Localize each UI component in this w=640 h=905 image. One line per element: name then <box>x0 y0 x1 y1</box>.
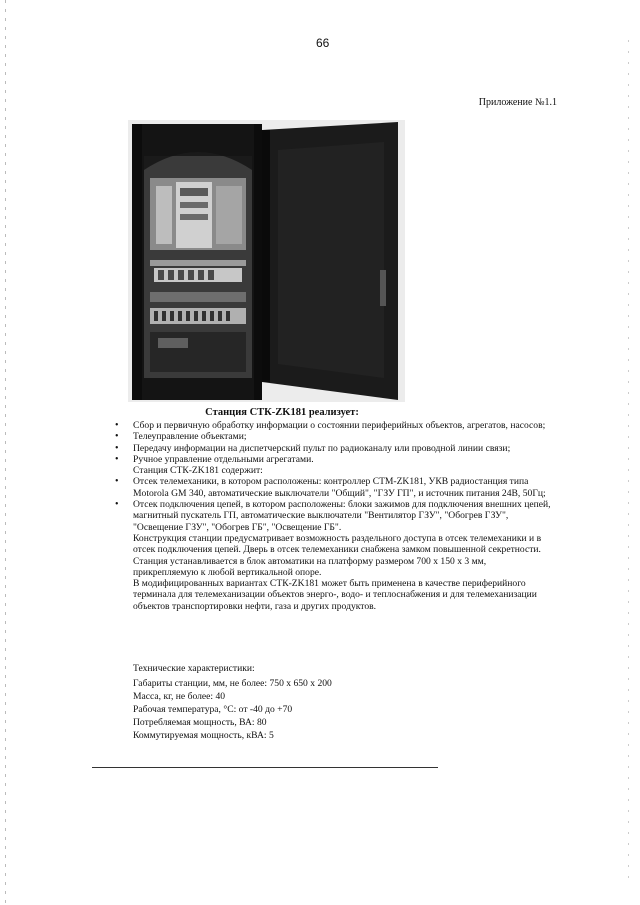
compartments-list <box>112 476 552 532</box>
specs-block <box>133 662 332 742</box>
scan-edge-right <box>628 40 629 880</box>
page-number: 66 <box>316 36 330 50</box>
appendix-label: Приложение №1.1 <box>478 97 557 108</box>
spec-item: Коммутируемая мощность, кВА: 5 <box>133 730 274 741</box>
paragraph: Станция устанавливается в блок автоматики на платформу размером 700 х 150 х 3 мм, прикрепляемую к любой вертикальной опоре. <box>133 555 487 578</box>
cabinet-photo <box>128 120 405 402</box>
paragraph: В модифицированных вариантах СТК-ZK181 может быть применена в качестве периферийного терминала для телемеханизации объектов энерго-, водо- и теплоснабжения и для телемеханизации объектов транспортировки нефти, газа и других продуктов. <box>133 578 537 612</box>
list-item: • Отсек подключения цепей, в котором расположены: блоки зажимов для подключения внешних цепей, магнитный пускатель ГП, автоматические выключатели "Вентилятор ГЗУ", "Обогрев ГЗУ", "Освещение ГЗУ", "Обогрев ГБ", "Освещение ГБ". <box>112 499 552 533</box>
contains-heading: Станция СТК-ZK181 содержит: <box>133 465 263 477</box>
list-item: • Ручное управление отдельными агрегатами. <box>112 454 552 465</box>
paragraph: Конструкция станции предусматривает возможность раздельного доступа в отсек телемеханики и в отсек подключения цепей. Дверь в отсек телемеханики снабжена замком повышенной секретности. <box>133 532 542 556</box>
spec-item: Потребляемая мощность, ВА: 80 <box>133 717 267 728</box>
photo-caption: Станция СТК-ZK181 реализует: <box>205 407 359 418</box>
spec-item: Габариты станции, мм, не более: 750 х 650 х 200 <box>133 678 332 689</box>
list-item: • Передачу информации на диспетчерский пульт по радиоканалу или проводной линии связи; <box>112 443 552 454</box>
list-item: • Телеуправление объектами; <box>112 431 552 442</box>
spec-item: Масса, кг, не более: 40 <box>133 691 226 702</box>
spec-item: Рабочая температура, °С: от -40 до +70 <box>133 704 293 715</box>
list-item: • Отсек телемеханики, в котором расположены: контроллер СТМ-ZK181, УКВ радиостанция типа Motorola GM 340, автоматические выключатели "Общий", "ГЗУ ГП", и источник питания 24В, 50Гц; <box>112 476 552 499</box>
scan-edge-left <box>5 0 6 905</box>
functions-list <box>112 420 552 465</box>
description-block <box>112 420 552 612</box>
specs-title: Технические характеристики: <box>133 663 255 674</box>
list-item: • Сбор и первичную обработку информации о состоянии периферийных объектов, агрегатов, насосов; <box>112 420 552 431</box>
footer-divider <box>92 767 438 768</box>
